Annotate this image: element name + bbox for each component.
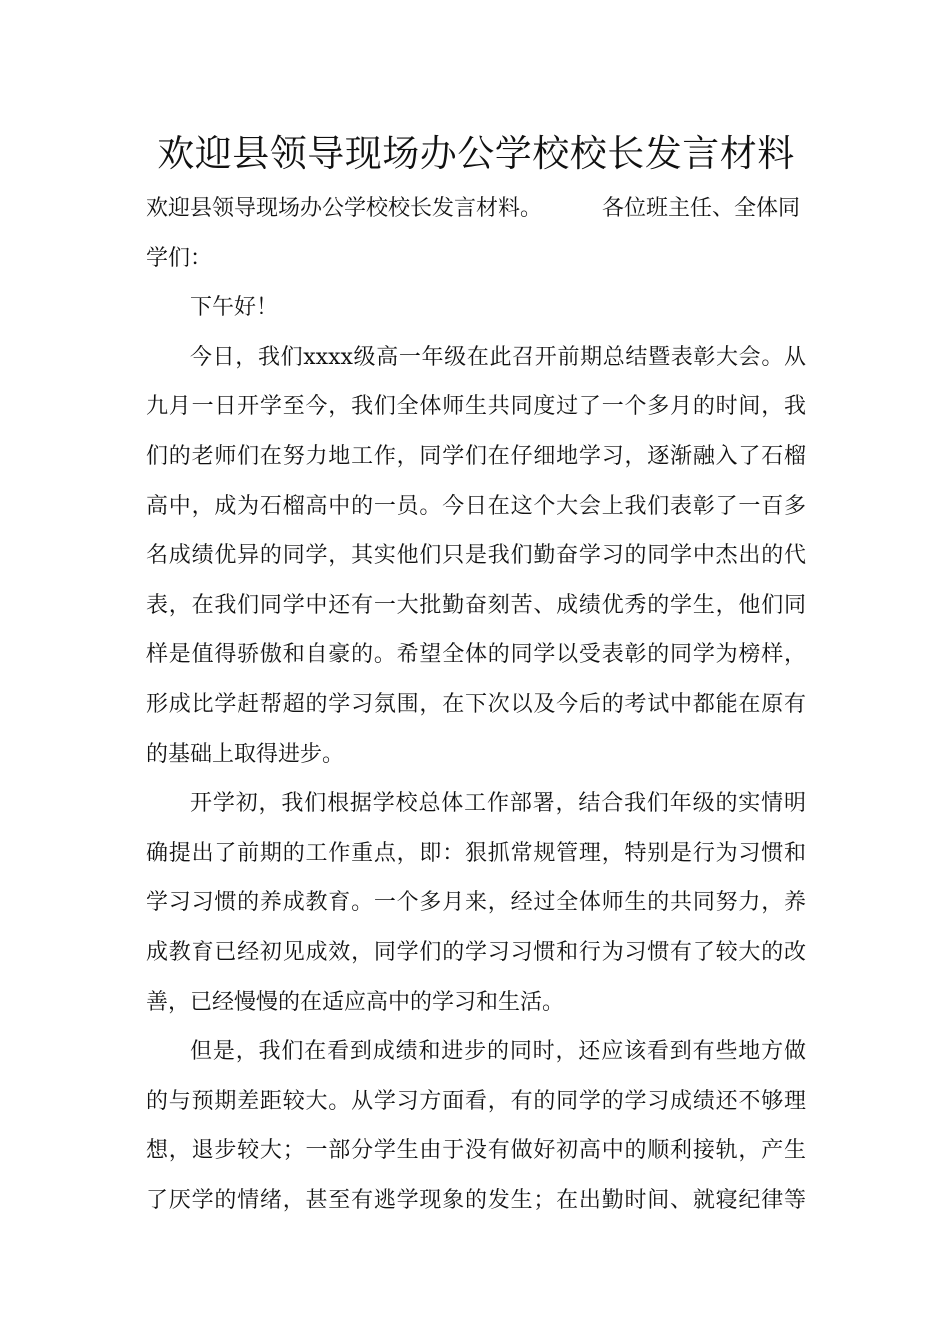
intro-line [146, 184, 806, 234]
intro-left-text: 欢迎县领导现场办公学校校长发言材料。 [146, 196, 543, 221]
paragraph-line: 想，退步较大；一部分学生由于没有做好初高中的顺利接轨，产生 [146, 1138, 806, 1164]
document-title: 欢迎县领导现场办公学校校长发言材料 [157, 132, 795, 175]
paragraph-1 [146, 333, 806, 779]
paragraph-line: 的基础上取得进步。 [146, 741, 345, 767]
paragraph-line: 但是，我们在看到成绩和进步的同时，还应该看到有些地方做 [190, 1039, 806, 1065]
paragraph-line: 们的老师们在努力地工作，同学们在仔细地学习，逐渐融入了石榴 [146, 443, 806, 469]
paragraph-2 [146, 779, 806, 1027]
paragraph-line: 名成绩优异的同学，其实他们只是我们勤奋学习的同学中杰出的代 [146, 543, 806, 569]
intro-right-text: 各位班主任、全体同 [602, 196, 801, 221]
greeting: 下午好！ [190, 295, 279, 321]
paragraph-line: 成教育已经初见成效，同学们的学习习惯和行为习惯有了较大的改 [146, 939, 806, 965]
paragraph-line: 确提出了前期的工作重点，即：狠抓常规管理，特别是行为习惯和 [146, 840, 806, 866]
paragraph-line: 今日，我们xxxx级高一年级在此召开前期总结暨表彰大会。从 [190, 344, 806, 370]
paragraph-line: 了厌学的情绪，甚至有逃学现象的发生；在出勤时间、就寝纪律等 [146, 1187, 806, 1213]
paragraph-line: 善，已经慢慢的在适应高中的学习和生活。 [146, 989, 565, 1015]
paragraph-line: 高中，成为石榴高中的一员。今日在这个大会上我们表彰了一百多 [146, 493, 806, 519]
paragraph-3 [146, 1027, 806, 1225]
paragraph-line: 表，在我们同学中还有一大批勤奋刻苦、成绩优秀的学生，他们同 [146, 592, 806, 618]
document-page [146, 128, 806, 1225]
paragraph-line: 九月一日开学至今，我们全体师生共同度过了一个多月的时间，我 [146, 394, 806, 420]
paragraph-line: 开学初，我们根据学校总体工作部署，结合我们年级的实情明 [190, 791, 806, 817]
paragraph-line: 学习习惯的养成教育。一个多月来，经过全体师生的共同努力，养 [146, 890, 806, 916]
intro-continuation: 学们： [146, 245, 213, 271]
paragraph-line: 样是值得骄傲和自豪的。希望全体的同学以受表彰的同学为榜样， [146, 642, 806, 668]
paragraph-line: 的与预期差距较大。从学习方面看，有的同学的学习成绩还不够理 [146, 1088, 806, 1114]
paragraph-line: 形成比学赶帮超的学习氛围，在下次以及今后的考试中都能在原有 [146, 691, 806, 717]
